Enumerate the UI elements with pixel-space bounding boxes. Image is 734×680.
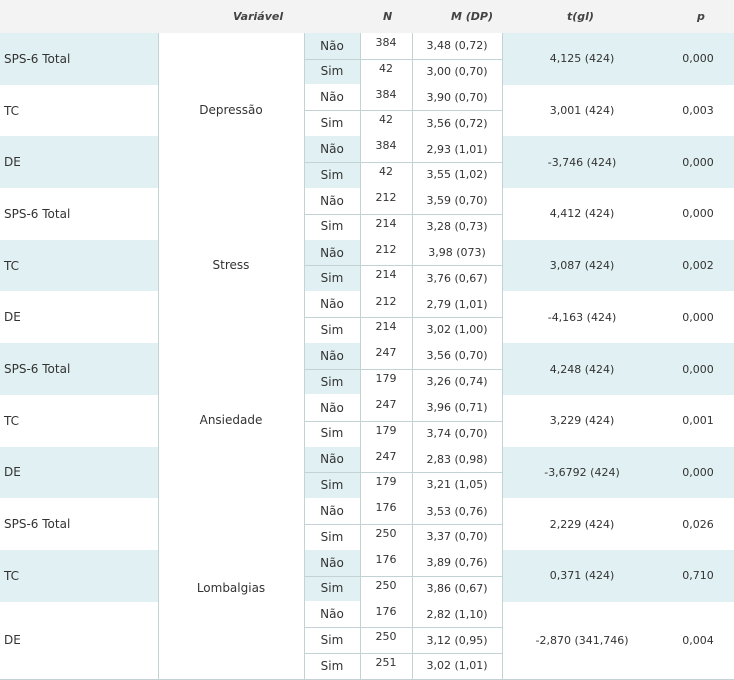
t-value: 4,248 (424) [502, 343, 662, 395]
t-value: 4,125 (424) [502, 33, 662, 85]
m-cell: 3,53 (0,76) [412, 498, 502, 524]
column-rule [502, 33, 503, 679]
group-label: Depressão [199, 102, 263, 117]
n-cell: 384 [360, 136, 412, 162]
n-cell: 176 [360, 498, 412, 524]
group-band [158, 188, 304, 240]
sub-row-divider [304, 214, 502, 215]
group-band [158, 602, 304, 679]
n-cell: 251 [360, 653, 412, 679]
sub-row-divider [304, 110, 502, 111]
measure-cell: TC [0, 550, 158, 602]
answer-cell: Sim [304, 627, 360, 653]
measure-cell: SPS-6 Total [0, 343, 158, 395]
t-value: 4,412 (424) [502, 188, 662, 240]
m-cell: 3,98 (073) [412, 240, 502, 266]
answer-cell: Não [304, 447, 360, 473]
measure-cell: TC [0, 85, 158, 137]
measure-cell: SPS-6 Total [0, 498, 158, 550]
p-value: 0,026 [662, 498, 734, 550]
answer-cell: Não [304, 343, 360, 369]
sub-row-divider [304, 472, 502, 473]
sub-row-divider [304, 524, 502, 525]
group-band [158, 498, 304, 550]
answer-cell: Sim [304, 110, 360, 136]
answer-cell: Sim [304, 317, 360, 343]
m-cell: 3,12 (0,95) [412, 627, 502, 653]
m-cell: 3,86 (0,67) [412, 576, 502, 602]
answer-cell: Não [304, 85, 360, 111]
p-value: 0,000 [662, 136, 734, 188]
answer-cell: Não [304, 136, 360, 162]
header-m: M (DP) [451, 10, 494, 23]
m-cell: 2,82 (1,10) [412, 602, 502, 628]
p-value: 0,002 [662, 240, 734, 292]
n-cell: 250 [360, 576, 412, 602]
t-value: -3,746 (424) [502, 136, 662, 188]
n-cell: 179 [360, 421, 412, 447]
sub-row-divider [304, 369, 502, 370]
measure-cell: DE [0, 602, 158, 679]
m-cell: 2,79 (1,01) [412, 292, 502, 318]
m-cell: 3,96 (0,71) [412, 395, 502, 421]
t-value: -2,870 (341,746) [502, 602, 662, 679]
m-cell: 3,37 (0,70) [412, 524, 502, 550]
n-cell: 250 [360, 627, 412, 653]
n-cell: 176 [360, 602, 412, 628]
n-cell: 384 [360, 33, 412, 59]
m-cell: 3,26 (0,74) [412, 369, 502, 395]
n-cell: 247 [360, 343, 412, 369]
answer-cell: Sim [304, 369, 360, 395]
table-header [0, 0, 734, 34]
sub-row-divider [304, 653, 502, 654]
group-band [158, 343, 304, 395]
t-value: 3,001 (424) [502, 85, 662, 137]
group-band [158, 292, 304, 344]
answer-cell: Não [304, 602, 360, 628]
header-variavel: Variável [233, 10, 284, 23]
m-cell: 3,89 (0,76) [412, 550, 502, 576]
n-cell: 214 [360, 317, 412, 343]
m-cell: 3,59 (0,70) [412, 188, 502, 214]
n-cell: 42 [360, 162, 412, 188]
answer-cell: Sim [304, 59, 360, 85]
measure-cell: DE [0, 292, 158, 344]
p-value: 0,000 [662, 188, 734, 240]
answer-cell: Sim [304, 162, 360, 188]
measure-cell: SPS-6 Total [0, 33, 158, 85]
answer-cell: Sim [304, 653, 360, 679]
p-value: 0,003 [662, 85, 734, 137]
measure-cell: DE [0, 447, 158, 499]
p-value: 0,000 [662, 447, 734, 499]
t-value: 2,229 (424) [502, 498, 662, 550]
answer-cell: Não [304, 395, 360, 421]
answer-cell: Não [304, 33, 360, 59]
sub-row-divider [304, 162, 502, 163]
measure-cell: SPS-6 Total [0, 188, 158, 240]
column-rule [304, 33, 305, 679]
n-cell: 247 [360, 395, 412, 421]
group-label: Lombalgias [196, 580, 266, 595]
group-band [158, 136, 304, 188]
answer-cell: Sim [304, 214, 360, 240]
n-cell: 179 [360, 472, 412, 498]
m-cell: 3,21 (1,05) [412, 472, 502, 498]
m-cell: 3,02 (1,00) [412, 317, 502, 343]
m-cell: 3,76 (0,67) [412, 265, 502, 291]
group-band [158, 447, 304, 499]
m-cell: 3,90 (0,70) [412, 85, 502, 111]
answer-cell: Não [304, 240, 360, 266]
p-value: 0,000 [662, 343, 734, 395]
measure-cell: TC [0, 240, 158, 292]
n-cell: 179 [360, 369, 412, 395]
column-rule [158, 33, 159, 679]
m-cell: 3,00 (0,70) [412, 59, 502, 85]
m-cell: 2,93 (1,01) [412, 136, 502, 162]
answer-cell: Sim [304, 576, 360, 602]
p-value: 0,004 [662, 602, 734, 679]
p-value: 0,001 [662, 395, 734, 447]
n-cell: 42 [360, 110, 412, 136]
answer-cell: Não [304, 550, 360, 576]
sub-row-divider [304, 59, 502, 60]
p-value: 0,000 [662, 33, 734, 85]
n-cell: 247 [360, 447, 412, 473]
m-cell: 3,55 (1,02) [412, 162, 502, 188]
n-cell: 214 [360, 265, 412, 291]
measure-cell: DE [0, 136, 158, 188]
group-label: Stress [212, 257, 250, 272]
m-cell: 3,48 (0,72) [412, 33, 502, 59]
group-label: Ansiedade [199, 412, 263, 427]
sub-row-divider [304, 317, 502, 318]
m-cell: 3,56 (0,72) [412, 110, 502, 136]
answer-cell: Não [304, 188, 360, 214]
t-value: 3,229 (424) [502, 395, 662, 447]
n-cell: 250 [360, 524, 412, 550]
t-value: -4,163 (424) [502, 292, 662, 344]
t-value: 3,087 (424) [502, 240, 662, 292]
header-n: N [383, 10, 393, 23]
sub-row-divider [304, 421, 502, 422]
t-value: -3,6792 (424) [502, 447, 662, 499]
m-cell: 3,56 (0,70) [412, 343, 502, 369]
n-cell: 384 [360, 85, 412, 111]
n-cell: 176 [360, 550, 412, 576]
header-t: t(gl) [567, 10, 594, 23]
group-band [158, 33, 304, 85]
n-cell: 214 [360, 214, 412, 240]
answer-cell: Sim [304, 265, 360, 291]
sub-row-divider [304, 265, 502, 266]
p-value: 0,000 [662, 292, 734, 344]
n-cell: 212 [360, 188, 412, 214]
sub-row-divider [304, 576, 502, 577]
t-value: 0,371 (424) [502, 550, 662, 602]
p-value: 0,710 [662, 550, 734, 602]
m-cell: 3,02 (1,01) [412, 653, 502, 679]
m-cell: 3,28 (0,73) [412, 214, 502, 240]
m-cell: 3,74 (0,70) [412, 421, 502, 447]
answer-cell: Sim [304, 472, 360, 498]
column-rule [360, 33, 361, 679]
n-cell: 42 [360, 59, 412, 85]
m-cell: 2,83 (0,98) [412, 447, 502, 473]
column-rule [412, 33, 413, 679]
sub-row-divider [304, 627, 502, 628]
header-p: p [697, 10, 705, 23]
n-cell: 212 [360, 292, 412, 318]
answer-cell: Não [304, 292, 360, 318]
answer-cell: Sim [304, 524, 360, 550]
n-cell: 212 [360, 240, 412, 266]
answer-cell: Não [304, 498, 360, 524]
answer-cell: Sim [304, 421, 360, 447]
measure-cell: TC [0, 395, 158, 447]
